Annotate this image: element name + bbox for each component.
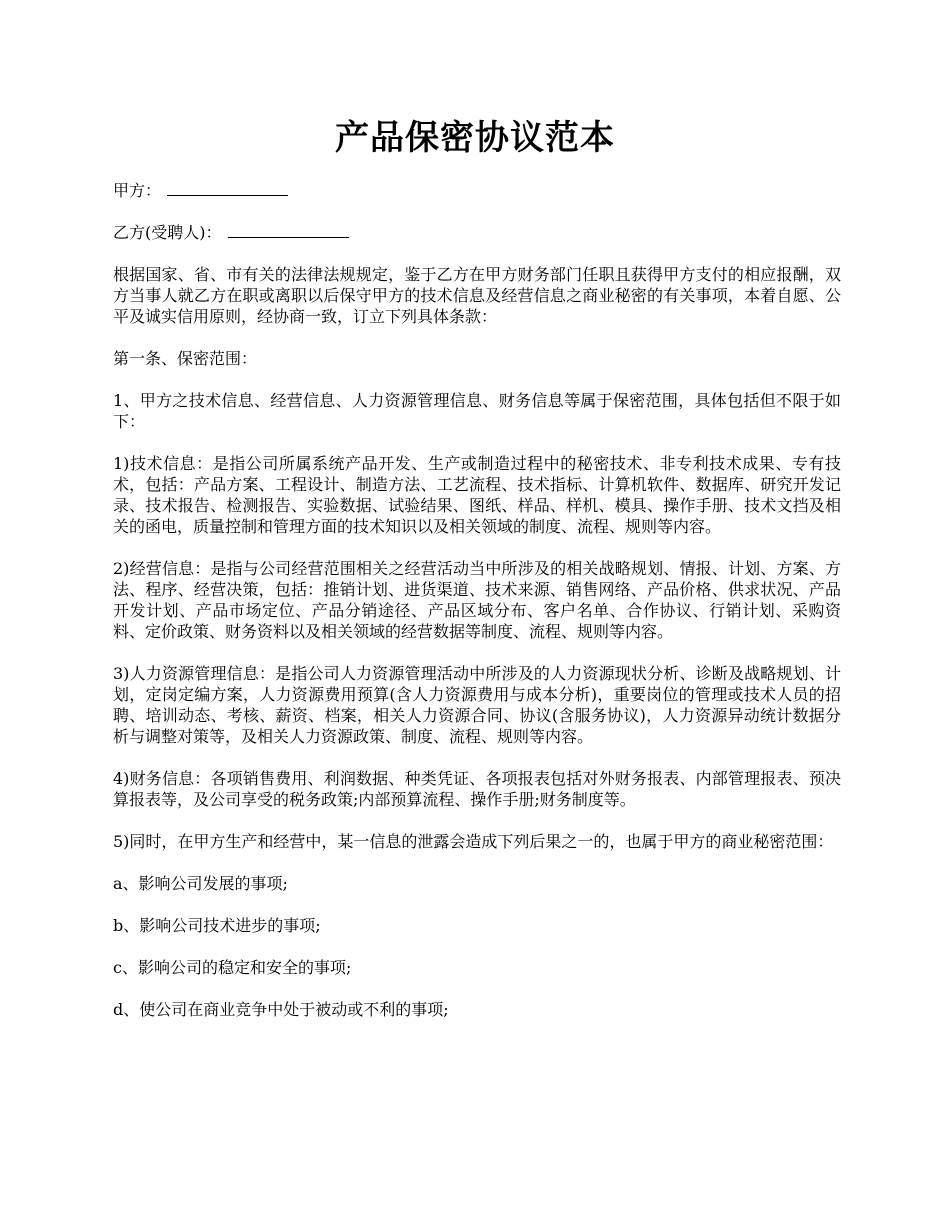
list-item-a: a、影响公司发展的事项; — [113, 874, 288, 893]
clause-1-paragraph: 1、甲方之技术信息、经营信息、人力资源管理信息、财务信息等属于保密范围，具体包括但不限于如下： — [113, 391, 841, 431]
list-item-b: b、影响公司技术进步的事项; — [113, 916, 321, 935]
other-secrets-paragraph: 5)同时，在甲方生产和经营中，某一信息的泄露会造成下列后果之一的，也属于甲方的商业秘密范围： — [113, 832, 834, 851]
technical-info-paragraph: 1)技术信息：是指公司所属系统产品开发、生产或制造过程中的秘密技术、非专利技术成果、专有技术，包括：产品方案、工程设计、制造方法、工艺流程、技术指标、计算机软件、数据库、研究开发记录、技术报告、检测报告、实验数据、试验结果、图纸、样品、样机、模具、操作手册、技术文挡及相关的函电，质量控制和管理方面的技术知识以及相关领域的制度、流程、规则等内容。 — [113, 454, 841, 536]
business-info-paragraph: 2)经营信息：是指与公司经营范围相关之经营活动当中所涉及的相关战略规划、情报、计划、方案、方法、程序、经营决策，包括：推销计划、进货渠道、技术来源、销售网络、产品价格、供求状况、产品开发计划、产品市场定位、产品分销途径、产品区域分布、客户名单、合作协议、行销计划、采购资料、定价政策、财务资料以及相关领域的经营数据等制度、流程、规则等内容。 — [113, 559, 841, 641]
hr-info-paragraph: 3)人力资源管理信息：是指公司人力资源管理活动中所涉及的人力资源现状分析、诊断及战略规划、计划，定岗定编方案，人力资源费用预算(含人力资源费用与成本分析)，重要岗位的管理或技术人员的招聘、培训动态、考核、薪资、档案，相关人力资源合同、协议(含服务协议)，人力资源异动统计数据分析与调整对策等，及相关人力资源政策、制度、流程、规则等内容。 — [113, 664, 841, 746]
financial-info-paragraph: 4)财务信息：各项销售费用、利润数据、种类凭证、各项报表包括对外财务报表、内部管理报表、预决算报表等，及公司享受的税务政策;内部预算流程、操作手册;财务制度等。 — [113, 769, 841, 809]
party-a-label: 甲方： — [113, 181, 162, 200]
article-1-heading: 第一条、保密范围： — [113, 349, 258, 368]
party-a-line — [113, 180, 841, 201]
party-b-blank — [228, 223, 349, 238]
intro-paragraph: 根据国家、省、市有关的法律法规规定，鉴于乙方在甲方财务部门任职且获得甲方支付的相应报酬，双方当事人就乙方在职或离职以后保守甲方的技术信息及经营信息之商业秘密的有关事项，本着自愿、公平及诚实信用原则，经协商一致，订立下列具体条款： — [113, 265, 841, 326]
party-b-line — [113, 222, 841, 243]
party-b-label: 乙方(受聘人)： — [113, 223, 222, 242]
document-body — [113, 180, 841, 1041]
list-item-d: d、使公司在商业竞争中处于被动或不利的事项; — [113, 1000, 449, 1019]
document-title: 产品保密协议范本 — [335, 118, 615, 158]
list-item-c: c、影响公司的稳定和安全的事项; — [113, 958, 352, 977]
party-a-blank — [167, 181, 288, 196]
